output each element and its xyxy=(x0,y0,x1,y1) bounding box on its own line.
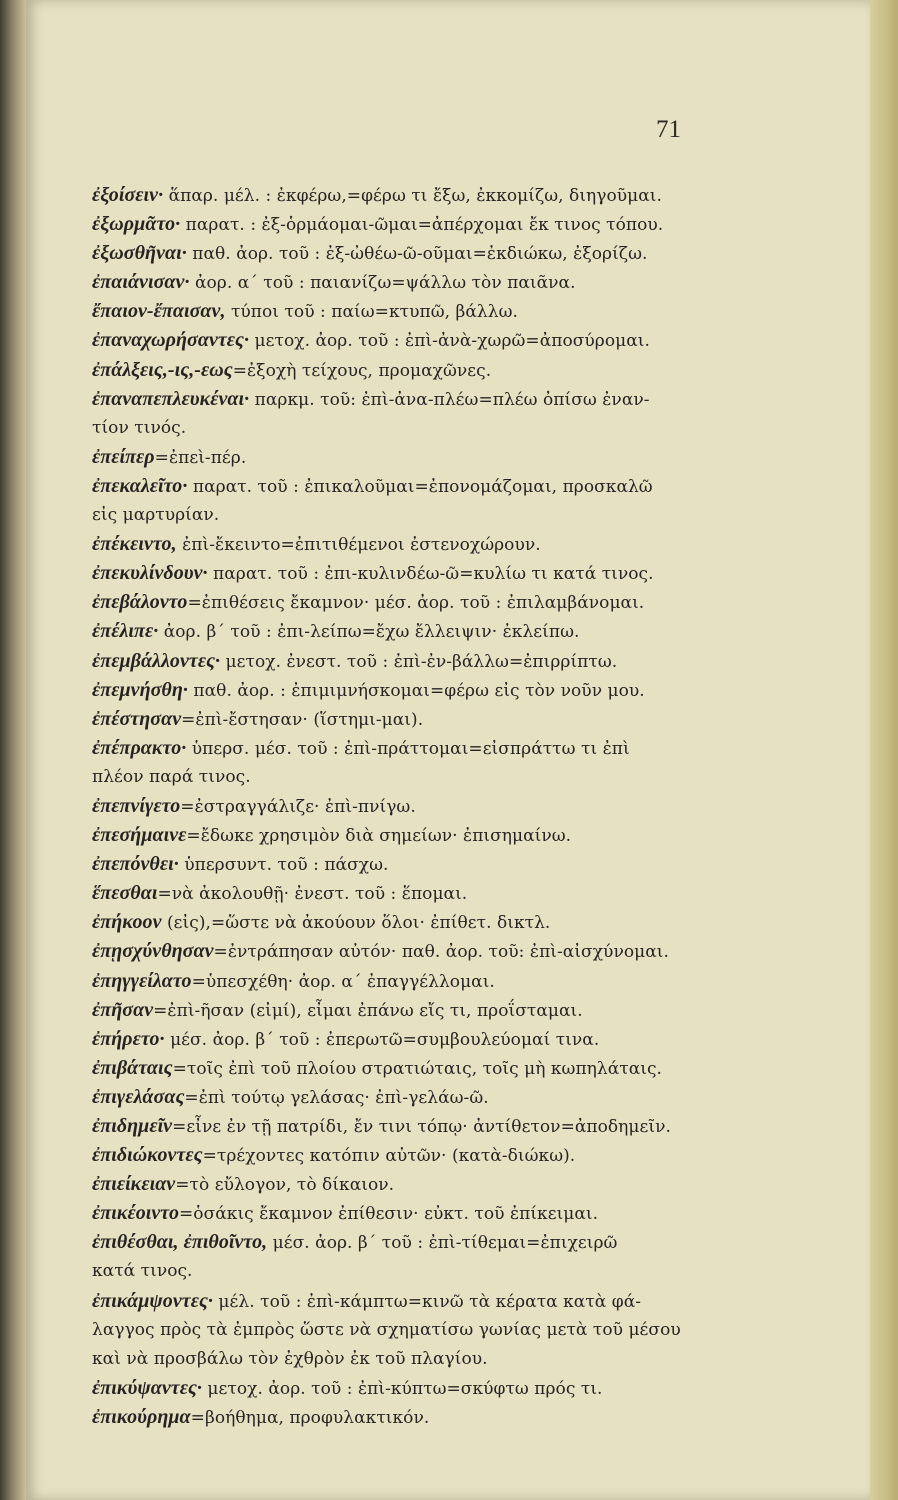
glossary-line xyxy=(92,763,782,792)
definition: ἀορ. β΄ τοῦ : ἐπι-λείπω=ἔχω ἔλλειψιν· ἐκλείπω. xyxy=(158,622,580,643)
definition: τίον τινός. xyxy=(92,417,187,438)
definition: (εἰς),=ὥστε νὰ ἀκούουν ὅλοι· ἐπίθετ. δικτλ. xyxy=(161,913,551,934)
definition: παθ. ἀορ. : ἐπιμιμνήσκομαι=φέρω εἰς τὸν νοῦν μου. xyxy=(187,680,645,701)
glossary-line xyxy=(92,1112,782,1141)
definition: κατά τινος. xyxy=(92,1261,193,1282)
headword: ἐπικύψαντες· xyxy=(92,1376,202,1399)
headword: ἐπιβάταις xyxy=(92,1056,173,1079)
glossary-line xyxy=(92,559,782,588)
definition: τύποι τοῦ : παίω=κτυπῶ, βάλλω. xyxy=(225,302,518,323)
glossary-line xyxy=(92,676,782,705)
headword: ἐπεπόνθει· xyxy=(92,853,179,876)
glossary-line xyxy=(92,385,782,414)
headword: ἐπείπερ xyxy=(92,445,155,468)
glossary-line xyxy=(92,996,782,1025)
glossary-line xyxy=(92,1287,782,1316)
glossary-line xyxy=(92,1170,782,1199)
definition: =τοῖς ἐπὶ τοῦ πλοίου στρατιώταις, τοῖς μὴ κωπηλάταις. xyxy=(172,1058,663,1079)
headword: ἐπῃσχύνθησαν xyxy=(92,940,214,963)
definition: =νὰ ἀκολουθῇ· ἐνεστ. τοῦ : ἕπομαι. xyxy=(157,884,468,905)
headword: ἐπάλξεις,-ις,-εως xyxy=(92,358,233,381)
headword: ἐπεπνίγετο xyxy=(92,794,181,817)
definition: ἅπαρ. μέλ. : ἐκφέρω,=φέρω τι ἔξω, ἐκκομίζω, διηγοῦμαι. xyxy=(163,186,662,206)
definition: =τὸ εὔλογον, τὸ δίκαιον. xyxy=(175,1175,395,1196)
headword: ἐπέπρακτο· xyxy=(92,736,187,759)
definition: ἀορ. α΄ τοῦ : παιανίζω=ψάλλω τὸν παιᾶνα. xyxy=(189,273,576,294)
definition: λαγγος πρὸς τὰ ἐμπρὸς ὥστε νὰ σχηματίσω γωνίας μετὰ τοῦ μέσου xyxy=(92,1319,681,1340)
definition: =ἐστραγγάλιζε· ἐπὶ-πνίγω. xyxy=(180,796,416,817)
headword: ἐπιδιώκοντες xyxy=(92,1144,203,1167)
glossary-line xyxy=(92,617,782,646)
glossary-line xyxy=(92,1403,782,1432)
definition: καὶ νὰ προσβάλω τὸν ἐχθρὸν ἐκ τοῦ πλαγίου. xyxy=(92,1348,488,1369)
glossary-line xyxy=(92,1054,782,1083)
glossary-text xyxy=(92,181,782,1432)
glossary-line xyxy=(92,850,782,879)
definition: =ἐπὶ-ἔστησαν· (ἵστημι-μαι). xyxy=(181,709,424,730)
headword: ἐπικούρημα xyxy=(92,1405,191,1428)
glossary-line xyxy=(92,705,782,734)
definition: πλέον παρά τινος. xyxy=(92,766,251,787)
definition: μετοχ. ἐνεστ. τοῦ : ἐπὶ-ἐν-βάλλω=ἐπιρρίπτω. xyxy=(220,651,618,672)
definition: =τρέχοντες κατόπιν αὐτῶν· (κατὰ-διώκω). xyxy=(202,1146,576,1167)
headword: ἐπηγγείλατο xyxy=(92,969,192,992)
glossary-line xyxy=(92,821,782,850)
definition: παρκμ. τοῦ: ἐπὶ-ἀνα-πλέω=πλέω ὀπίσω ἐναν- xyxy=(249,389,650,410)
headword: ἐπεβάλοντο xyxy=(92,591,188,614)
definition: =ὑπεσχέθη· ἀορ. α΄ ἐπαγγέλλομαι. xyxy=(191,971,495,992)
definition: ἐπὶ-ἔκειντο=ἐπιτιθέμενοι ἐστενοχώρουν. xyxy=(176,535,541,556)
definition: =ἐξοχὴ τείχους, προμαχῶνες. xyxy=(232,360,492,381)
glossary-line xyxy=(92,879,782,908)
headword: ἐπαιάνισαν· xyxy=(92,271,190,294)
headword: ἐπεσήμαινε xyxy=(92,824,187,847)
glossary-line xyxy=(92,1228,782,1257)
definition: =εἶνε ἐν τῇ πατρίδι, ἔν τινι τόπῳ· ἀντίθετον=ἀποδημεῖν. xyxy=(172,1117,671,1137)
page-number: 71 xyxy=(656,116,681,143)
definition: μετοχ. ἀορ. τοῦ : ἐπὶ-κύπτω=σκύφτω πρός τι. xyxy=(201,1378,603,1399)
headword: ἐπεκαλεῖτο· xyxy=(92,474,188,497)
definition: =βοήθημα, προφυλακτικόν. xyxy=(190,1407,430,1428)
glossary-line xyxy=(92,414,782,443)
definition: παρατ. : ἐξ-ὁρμάομαι-ῶμαι=ἀπέρχομαι ἔκ τινος τόπου. xyxy=(180,215,664,236)
headword: ἐπιγελάσας xyxy=(92,1085,185,1108)
headword: ἐπικάμψοντες· xyxy=(92,1289,213,1312)
headword: ἐπήκοον xyxy=(92,911,162,934)
glossary-line xyxy=(92,530,782,559)
definition: εἰς μαρτυρίαν. xyxy=(92,505,220,526)
glossary-line xyxy=(92,297,782,326)
book-spine xyxy=(0,0,26,1500)
headword: ἕπεσθαι xyxy=(92,882,158,905)
headword: ἐπιείκειαν xyxy=(92,1173,176,1196)
glossary-line xyxy=(92,1025,782,1054)
glossary-line xyxy=(92,1141,782,1170)
headword: ἐπικέοιντο xyxy=(92,1202,180,1225)
glossary-line xyxy=(92,1316,782,1345)
glossary-line xyxy=(92,501,782,530)
glossary-line xyxy=(92,268,782,297)
glossary-line xyxy=(92,326,782,355)
headword: ἐπαναχωρήσαντες· xyxy=(92,329,250,352)
page-edge xyxy=(870,0,898,1500)
headword: ἐξοίσειν· xyxy=(92,184,164,206)
glossary-line xyxy=(92,181,782,210)
definition: παθ. ἀορ. τοῦ : ἐξ-ὠθέω-ῶ-οῦμαι=ἐκδιώκω, ἐξορίζω. xyxy=(186,244,648,265)
definition: μέσ. ἀορ. β΄ τοῦ : ἐπὶ-τίθεμαι=ἐπιχειρῶ xyxy=(267,1233,618,1254)
definition: =ἐντράπησαν αὐτόν· παθ. ἀορ. τοῦ: ἐπὶ-αἰσχύνομαι. xyxy=(213,942,669,963)
headword: ἐπαναπεπλευκέναι· xyxy=(92,387,250,410)
glossary-line xyxy=(92,792,782,821)
definition: μετοχ. ἀορ. τοῦ : ἐπὶ-ἀνὰ-χωρῶ=ἀποσύρομαι. xyxy=(249,331,650,352)
glossary-line xyxy=(92,967,782,996)
definition: =ἐπεὶ-πέρ. xyxy=(154,447,247,468)
headword: ἔπαιον-ἔπαισαν, xyxy=(92,300,226,323)
headword: ἐπεκυλίνδουν· xyxy=(92,562,208,585)
definition: μέλ. τοῦ : ἐπὶ-κάμπτω=κινῶ τὰ κέρατα κατὰ φά- xyxy=(212,1291,642,1312)
glossary-line xyxy=(92,734,782,763)
headword: ἐξωσθῆναι· xyxy=(92,242,187,265)
definition: ὑπερσυντ. τοῦ : πάσχω. xyxy=(178,855,389,876)
definition: =ἔδωκε χρησιμὸν διὰ σημείων· ἐπισημαίνω. xyxy=(186,826,572,847)
glossary-line xyxy=(92,356,782,385)
headword: ἐπῆσαν xyxy=(92,998,154,1021)
glossary-line xyxy=(92,472,782,501)
headword: ἐπήρετο· xyxy=(92,1027,165,1050)
definition: μέσ. ἀορ. β΄ τοῦ : ἐπερωτῶ=συμβουλεύομαί τινα. xyxy=(164,1029,600,1050)
glossary-line xyxy=(92,1083,782,1112)
definition: =ὁσάκις ἔκαμνον ἐπίθεσιν· εὐκτ. τοῦ ἐπίκειμαι. xyxy=(179,1204,599,1225)
headword: ἐπιδημεῖν xyxy=(92,1115,173,1137)
glossary-line xyxy=(92,1345,782,1374)
glossary-line xyxy=(92,1257,782,1286)
glossary-line xyxy=(92,239,782,268)
headword: ἐπιθέσθαι, ἐπιθοῖντο, xyxy=(92,1231,268,1254)
definition: =ἐπιθέσεις ἔκαμνον· μέσ. ἀορ. τοῦ : ἐπιλαμβάνομαι. xyxy=(187,593,645,614)
glossary-line xyxy=(92,908,782,937)
headword: ἐπέστησαν xyxy=(92,707,182,730)
headword: ἐπεμνήσθη· xyxy=(92,678,188,701)
definition: παρατ. τοῦ : ἐπι-κυλινδέω-ῶ=κυλίω τι κατά τινος. xyxy=(207,564,654,585)
definition: =ἐπὶ-ῆσαν (εἰμί), εἶμαι ἐπάνω εἴς τι, προΐσταμαι. xyxy=(153,1000,583,1021)
glossary-line xyxy=(92,1374,782,1403)
definition: ὑπερσ. μέσ. τοῦ : ἐπὶ-πράττομαι=εἰσπράττω τι ἐπὶ xyxy=(186,738,630,759)
glossary-line xyxy=(92,210,782,239)
glossary-line xyxy=(92,937,782,966)
glossary-line xyxy=(92,1199,782,1228)
glossary-line xyxy=(92,588,782,617)
glossary-line xyxy=(92,443,782,472)
headword: ἐπέκειντο, xyxy=(92,533,177,556)
definition: παρατ. τοῦ : ἐπικαλοῦμαι=ἐπονομάζομαι, προσκαλῶ xyxy=(187,476,653,497)
glossary-line xyxy=(92,647,782,676)
headword: ἐξωρμᾶτο· xyxy=(92,213,181,236)
headword: ἐπέλιπε· xyxy=(92,620,159,643)
definition: =ἐπὶ τούτῳ γελάσας· ἐπὶ-γελάω-ῶ. xyxy=(184,1087,489,1108)
headword: ἐπεμβάλλοντες· xyxy=(92,649,221,672)
